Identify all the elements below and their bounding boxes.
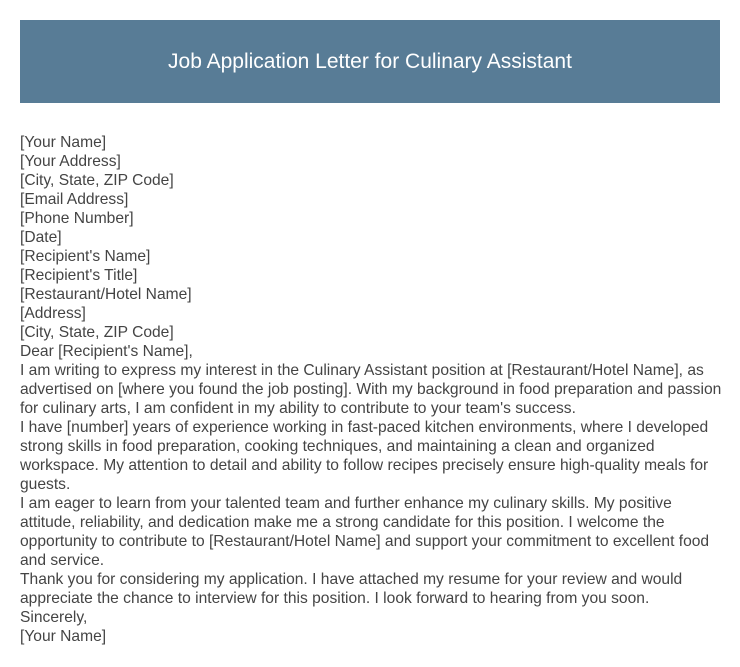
closing: Sincerely, — [20, 609, 88, 626]
salutation: Dear [Recipient's Name], — [20, 343, 193, 360]
sender-email: [Email Address] — [20, 191, 129, 208]
page-title: Job Application Letter for Culinary Assistant — [168, 49, 572, 73]
paragraph-closing: Thank you for considering my application. I have attached my resume for your review and would appreciate the chance to interview for this position. I look forward to hearing from you soon. — [20, 571, 683, 607]
letter-date: [Date] — [20, 229, 62, 246]
sender-phone: [Phone Number] — [20, 210, 134, 227]
paragraph-motivation: I am eager to learn from your talented team and further enhance my culinary skills. My positive attitude, reliability, and dedication make me a strong candidate for this position. I welcome the opportunity to contribute to [Restaurant/Hotel Name] and support your commitment to excellent food and service. — [20, 495, 710, 569]
recipient-address: [Address] — [20, 305, 86, 322]
sender-name: [Your Name] — [20, 134, 107, 151]
sender-address: [Your Address] — [20, 153, 121, 170]
paragraph-intro: I am writing to express my interest in the Culinary Assistant position at [Restaurant/Hotel Name], as advertised on [where you found the job posting]. With my background in food preparation and passion for culinary arts, I am confident in my ability to contribute to your team's success. — [20, 362, 722, 417]
recipient-name: [Recipient's Name] — [20, 248, 151, 265]
recipient-city-state-zip: [City, State, ZIP Code] — [20, 324, 174, 341]
recipient-company: [Restaurant/Hotel Name] — [20, 286, 192, 303]
signature: [Your Name] — [20, 628, 107, 645]
sender-city-state-zip: [City, State, ZIP Code] — [20, 172, 174, 189]
recipient-title: [Recipient's Title] — [20, 267, 138, 284]
letter-body — [20, 133, 725, 646]
paragraph-experience: I have [number] years of experience working in fast-paced kitchen environments, where I developed strong skills in food preparation, cooking techniques, and maintaining a clean and organized workspace. My attention to detail and ability to follow recipes precisely ensure high-quality meals for guests. — [20, 419, 709, 493]
page-header — [20, 20, 720, 103]
